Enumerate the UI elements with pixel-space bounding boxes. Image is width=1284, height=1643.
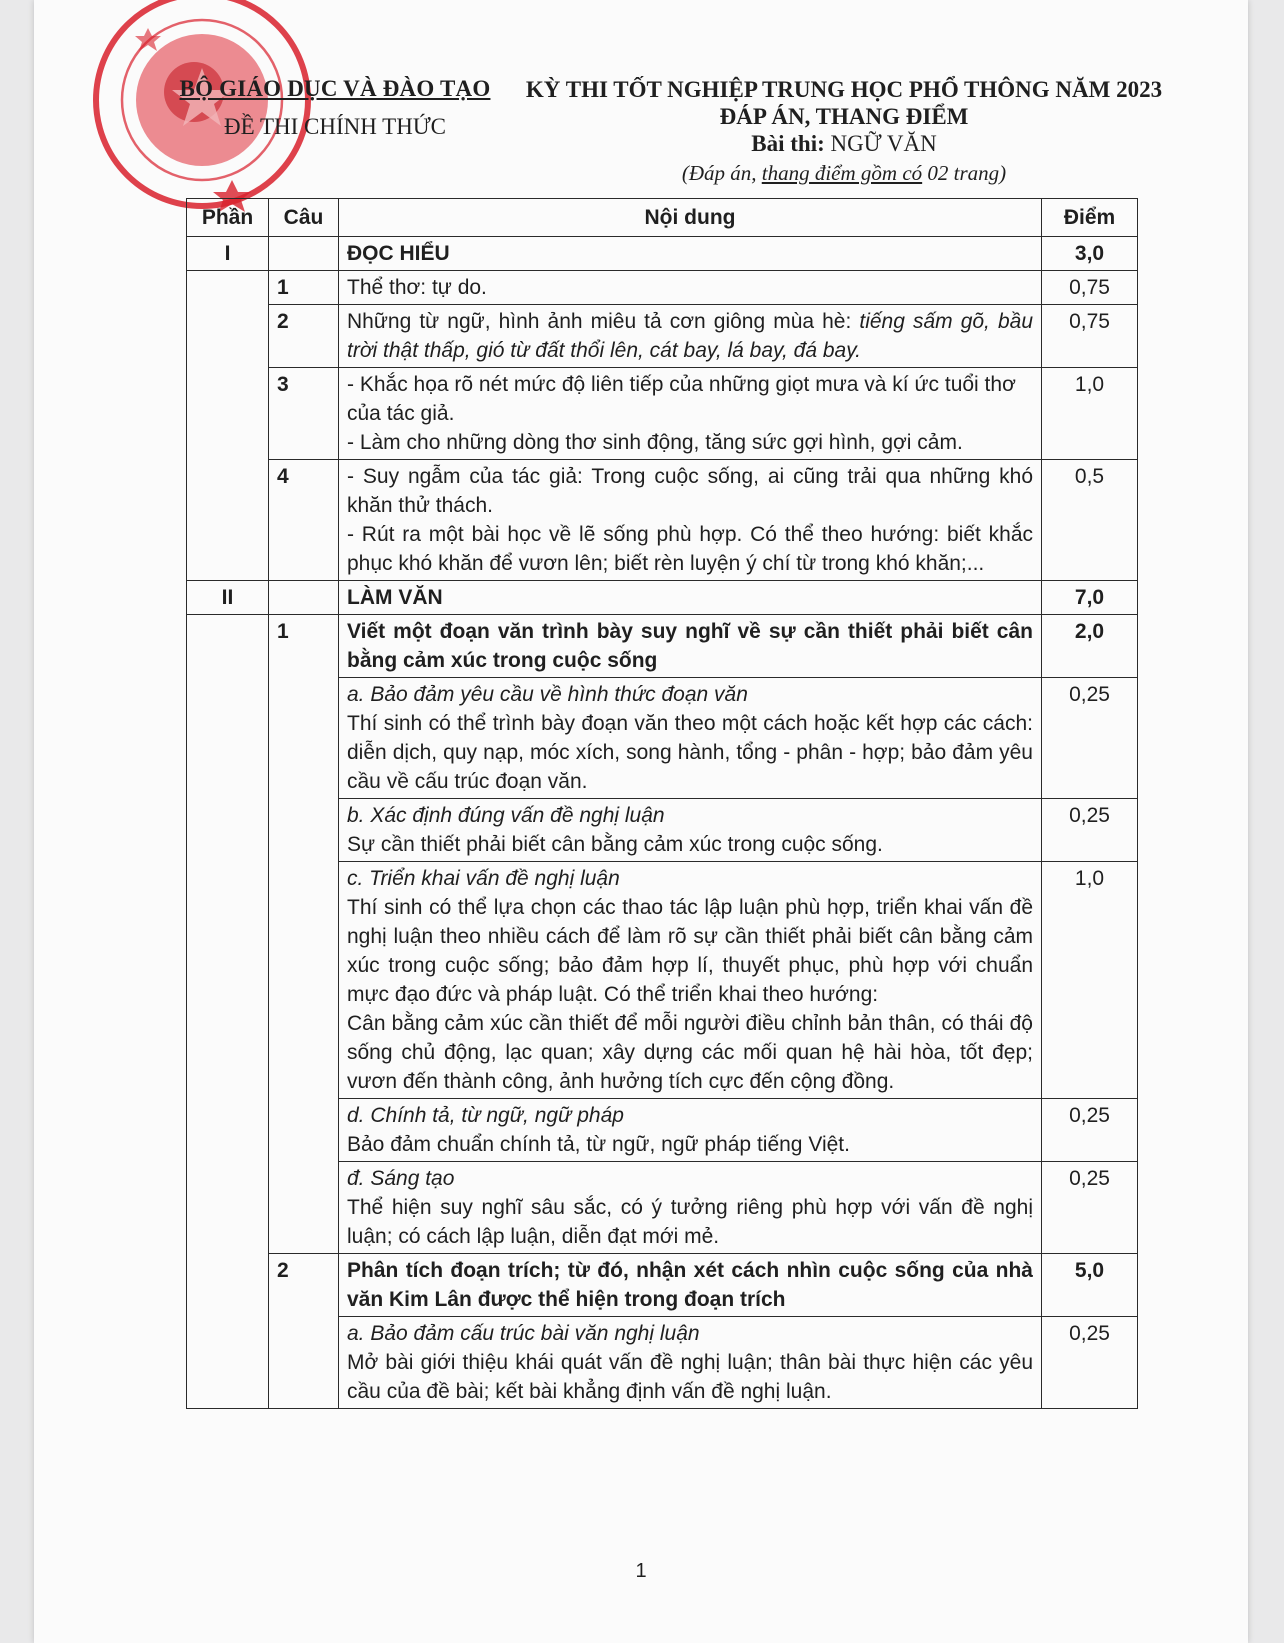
table-header-row bbox=[187, 199, 1138, 237]
answer-text bbox=[339, 305, 1042, 368]
page-count-note bbox=[504, 160, 1184, 187]
header-score: Điểm bbox=[1042, 199, 1138, 237]
question-score: 5,0 bbox=[1042, 1254, 1138, 1317]
question-score: 2,0 bbox=[1042, 615, 1138, 678]
answer-score: 0,75 bbox=[1042, 271, 1138, 305]
table-row bbox=[187, 305, 1138, 368]
question-number: 4 bbox=[269, 460, 339, 581]
header-question: Câu bbox=[269, 199, 339, 237]
answer-score: 0,75 bbox=[1042, 305, 1138, 368]
answer-text bbox=[339, 368, 1042, 460]
question-number: 1 bbox=[269, 615, 339, 1254]
question-number: 2 bbox=[269, 305, 339, 368]
header-right bbox=[504, 76, 1184, 187]
page-note-underlined: thang điểm gồm có bbox=[761, 161, 923, 185]
empty-cell bbox=[269, 237, 339, 271]
answer-lead: Những từ ngữ, hình ảnh miêu tả cơn giông mùa hè: bbox=[347, 310, 860, 333]
subject-line bbox=[504, 130, 1184, 157]
table-row bbox=[187, 1254, 1138, 1317]
criterion-body: Thể hiện suy nghĩ sâu sắc, có ý tưởng riêng phù hợp với vấn đề nghị luận; có cách lập luận, diễn đạt mới mẻ. bbox=[347, 1196, 1033, 1248]
section-row bbox=[187, 581, 1138, 615]
header-left bbox=[170, 76, 500, 140]
criterion-cell bbox=[339, 678, 1042, 799]
criterion-body: Bảo đảm chuẩn chính tả, từ ngữ, ngữ pháp tiếng Việt. bbox=[347, 1133, 850, 1156]
section-title: ĐỌC HIỂU bbox=[339, 237, 1042, 271]
criterion-cell bbox=[339, 862, 1042, 1099]
criterion-score: 1,0 bbox=[1042, 862, 1138, 1099]
subject-value: NGỮ VĂN bbox=[830, 131, 937, 156]
criterion-title: a. Bảo đảm yêu cầu về hình thức đoạn văn bbox=[347, 683, 748, 706]
answer-score: 1,0 bbox=[1042, 368, 1138, 460]
answer-italic: tiếng sấm gõ, bầu trời thật thấp, gió từ đất thổi lên, cát bay, lá bay, đá bay. bbox=[347, 310, 1033, 362]
question-number: 1 bbox=[269, 271, 339, 305]
exam-title: KỲ THI TỐT NGHIỆP TRUNG HỌC PHỔ THÔNG NĂM 2023 bbox=[525, 77, 1163, 102]
section-row bbox=[187, 237, 1138, 271]
table-row bbox=[187, 460, 1138, 581]
criterion-score: 0,25 bbox=[1042, 1099, 1138, 1162]
criterion-title: c. Triển khai vấn đề nghị luận bbox=[347, 867, 620, 890]
official-exam-label: ĐỀ THI CHÍNH THỨC bbox=[223, 114, 447, 139]
document-title: ĐÁP ÁN, THANG ĐIỂM bbox=[719, 104, 969, 129]
table-row bbox=[187, 615, 1138, 678]
header-content: Nội dung bbox=[339, 199, 1042, 237]
answer-line: - Suy ngẫm của tác giả: Trong cuộc sống, ai cũng trải qua những khó khăn thử thách. bbox=[347, 465, 1033, 517]
page-note-suffix: 02 trang) bbox=[922, 161, 1007, 185]
section-title: LÀM VĂN bbox=[339, 581, 1042, 615]
empty-cell bbox=[269, 581, 339, 615]
question-number: 3 bbox=[269, 368, 339, 460]
criterion-score: 0,25 bbox=[1042, 1317, 1138, 1409]
criterion-body: Sự cần thiết phải biết cân bằng cảm xúc trong cuộc sống. bbox=[347, 833, 883, 856]
answer-table bbox=[186, 198, 1138, 1409]
answer-line: - Làm cho những dòng thơ sinh động, tăng sức gợi hình, gợi cảm. bbox=[347, 431, 963, 454]
page-note-prefix: (Đáp án, bbox=[681, 161, 762, 185]
page-number: 1 bbox=[635, 1560, 647, 1582]
question-title: Phân tích đoạn trích; từ đó, nhận xét cách nhìn cuộc sống của nhà văn Kim Lân được thể hiện trong đoạn trích bbox=[339, 1254, 1042, 1317]
answer-score: 0,5 bbox=[1042, 460, 1138, 581]
criterion-cell bbox=[339, 1162, 1042, 1254]
criterion-cell bbox=[339, 1317, 1042, 1409]
criterion-title: đ. Sáng tạo bbox=[347, 1167, 455, 1190]
criterion-title: a. Bảo đảm cấu trúc bài văn nghị luận bbox=[347, 1322, 700, 1345]
criterion-score: 0,25 bbox=[1042, 678, 1138, 799]
question-number: 2 bbox=[269, 1254, 339, 1409]
criterion-cell bbox=[339, 799, 1042, 862]
section-score: 7,0 bbox=[1042, 581, 1138, 615]
table-row bbox=[187, 271, 1138, 305]
criterion-score: 0,25 bbox=[1042, 1162, 1138, 1254]
ministry-name: BỘ GIÁO DỤC VÀ ĐÀO TẠO bbox=[179, 76, 491, 101]
question-title: Viết một đoạn văn trình bày suy nghĩ về sự cần thiết phải biết cân bằng cảm xúc trong cuộc sống bbox=[339, 615, 1042, 678]
section-part: I bbox=[187, 237, 269, 271]
criterion-body: Cân bằng cảm xúc cần thiết để mỗi người điều chỉnh bản thân, có thái độ sống chủ động, lạc quan; xây dựng các mối quan hệ hài hòa, tốt đẹp; vươn đến thành công, ảnh hưởng tích cực đến cộng đồng. bbox=[347, 1012, 1033, 1093]
criterion-body: Mở bài giới thiệu khái quát vấn đề nghị luận; thân bài thực hiện các yêu cầu của đề bài; kết bài khẳng định vấn đề nghị luận. bbox=[347, 1351, 1033, 1403]
table-row bbox=[187, 368, 1138, 460]
criterion-cell bbox=[339, 1099, 1042, 1162]
criterion-score: 0,25 bbox=[1042, 799, 1138, 862]
empty-part-cell bbox=[187, 271, 269, 581]
criterion-body: Thí sinh có thể trình bày đoạn văn theo một cách hoặc kết hợp các cách: diễn dịch, quy nạp, móc xích, song hành, tổng - phân - hợp; bảo đảm yêu cầu về cấu trúc đoạn văn. bbox=[347, 712, 1033, 793]
answer-line: - Khắc họa rõ nét mức độ liên tiếp của những giọt mưa và kí ức tuổi thơ của tác giả. bbox=[347, 373, 1016, 425]
header-part: Phần bbox=[187, 199, 269, 237]
empty-part-cell bbox=[187, 615, 269, 1409]
criterion-body: Thí sinh có thể lựa chọn các thao tác lập luận phù hợp, triển khai vấn đề nghị luận theo nhiều cách để làm rõ sự cần thiết phải biết cân bằng cảm xúc trong cuộc sống; bảo đảm hợp lí, thuyết phục, phù hợp với chuẩn mực đạo đức và pháp luật. Có thể triển khai theo hướng: bbox=[347, 896, 1033, 1006]
criterion-title: d. Chính tả, từ ngữ, ngữ pháp bbox=[347, 1104, 624, 1127]
section-part: II bbox=[187, 581, 269, 615]
section-score: 3,0 bbox=[1042, 237, 1138, 271]
answer-text: Thể thơ: tự do. bbox=[339, 271, 1042, 305]
answer-line: - Rút ra một bài học về lẽ sống phù hợp. Có thể theo hướng: biết khắc phục khó khăn để vươn lên; biết rèn luyện ý chí từ trong khó khăn;... bbox=[347, 523, 1033, 575]
document-page bbox=[34, 0, 1248, 1643]
answer-text bbox=[339, 460, 1042, 581]
subject-label: Bài thi: bbox=[751, 131, 825, 156]
criterion-title: b. Xác định đúng vấn đề nghị luận bbox=[347, 804, 665, 827]
